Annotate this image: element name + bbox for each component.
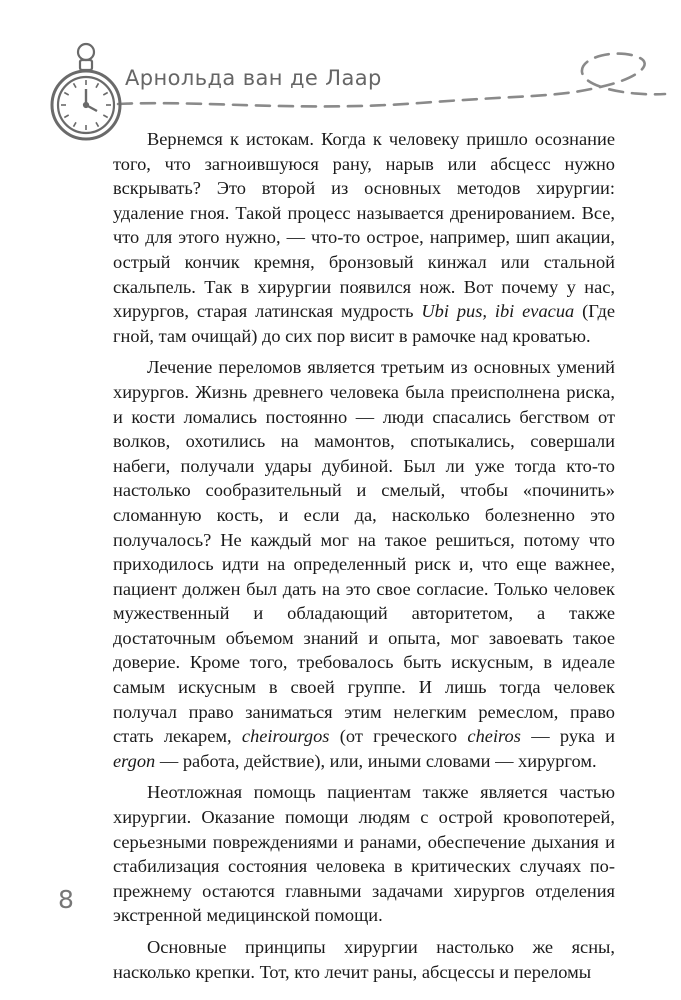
italic-term: Ubi pus, ibi evacua (421, 301, 575, 322)
text-run: Вернемся к истокам. Когда к человеку пришло осознание того, что загноившуюся рану, нарыв или абсцесс нужно вскрывать? Это второй из основных методов хирургии: удаление гноя. Такой процесс называется дренированием. Все, что для этого нужно, — что-то острое, например, шип акации, острый кончик кремня, бронзовый кинжал или стальной скальпель. Так в хирургии появился нож. Вот почему у нас, хирургов, старая латинская мудрость (113, 129, 615, 322)
text-run: (от греческого (329, 726, 468, 747)
text-run: (Где гной, там очищай) до сих пор висит в рамочке над кроватью. (113, 301, 615, 346)
paragraph (113, 355, 615, 773)
text-run: Лечение переломов является третьим из основных умений хирургов. Жизнь древнего человека была преисполнена риска, и кости ломались постоянно — люди спасались бегством от волков, охотились на мамонтов, спотыкались, совершали набеги, получали удары дубиной. Был ли уже тогда кто-то настолько сообразительный и смелый, чтобы «починить» сломанную кость, и если да, насколько болезненно это получалось? Не каждый мог на такое решиться, потому что приходилось идти на определенный риск и, что еще важнее, пациент должен был дать на это свое согласие. Только человек мужественный и обладающий авторитетом, а также достаточным объемом знаний и опыта, мог завоевать такое доверие. Кроме того, требовалось быть искусным, в идеале самым искусным в своей группе. И лишь тогда человек получал право заниматься этим нелегким ремеслом, право стать лекарем, (113, 357, 615, 747)
text-run: Основные принципы хирургии настолько же ясны, насколько крепки. Тот, кто лечит раны, абсцессы и переломы (113, 937, 615, 982)
italic-term: ergon (113, 750, 156, 771)
italic-term: cheiros (467, 726, 521, 747)
running-head-author: Арнольда ван де Лаар (125, 66, 382, 90)
text-run: — работа, действие), или, иными словами — хирургом. (155, 750, 597, 771)
paragraph (113, 780, 615, 928)
paragraph (113, 935, 615, 984)
text-run: Неотложная помощь пациентам также является частью хирургии. Оказание помощи людям с острой кровопотерей, серьезными повреждениями и ранами, обеспечение дыхания и стабилизация состояния человека в критических случаях по-прежнему остаются главными задачами хирургов отделения экстренной медицинской помощи. (113, 782, 615, 926)
italic-term: cheirourgos (241, 726, 330, 747)
text-run: — рука и (520, 726, 616, 747)
paragraph (113, 127, 615, 348)
pocket-watch-icon (52, 44, 120, 139)
page-number: 8 (58, 885, 74, 914)
body-text (113, 127, 615, 984)
